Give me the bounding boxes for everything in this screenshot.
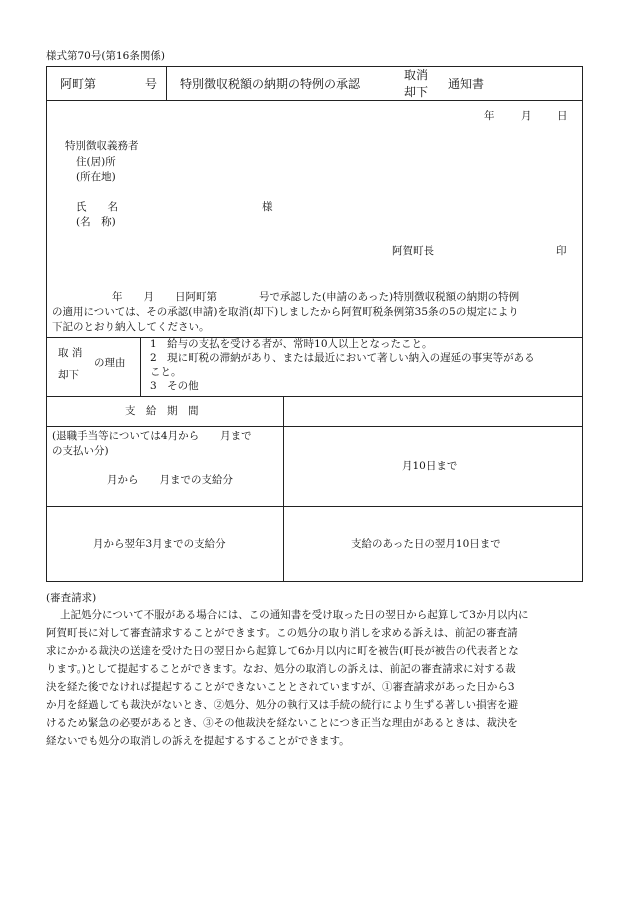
option-reject: 却下 [404,85,429,99]
review-heading: (審査請求) [46,592,97,604]
reason-item-2-line-1: 2 現に町税の滞納があり、または最近において著しい納入の遅延の事実等がある [150,352,535,364]
honorific: 様 [262,201,273,213]
reason-item-3: 3 その他 [150,380,199,392]
reason-item-2-line-2: こと。 [150,366,182,378]
review-line-7: けるため緊急の必要があるとき、③その他裁決を経ないことにつき正当な理由があるときは、裁決を [46,717,518,729]
obligor-heading: 特別徴収義務者 [65,140,139,152]
row2-period: 月から翌年3月までの支給分 [93,538,226,550]
review-line-6: か月を経過しても裁決がないとき、②処分、処分の執行又は手続の続行により生ずる著しい損害を避 [46,699,519,711]
date-year: 年 [484,110,495,122]
row1-note-line-2: の支払い分) [52,445,109,457]
issuer-name: 阿賀町長 [392,245,434,257]
table-top-divider [46,396,583,397]
review-line-5: 決を経た後でなければ提起することができないこととされていますが、①審査請求があった日から3 [46,681,515,693]
body-line-1: 年 月 日阿町第 号で承認した(申請のあった)特別徴収税額の納期の特例 [112,291,520,303]
review-line-1: 上記処分について不服がある場合には、この通知書を受け取った日の翌日から起算して3か月以内に [60,609,529,621]
table-header-divider [46,426,583,427]
header-divider [46,100,583,101]
header-column-divider [166,66,167,100]
date-month: 月 [521,110,532,122]
form-label: 様式第70号(第16条関係) [46,50,165,62]
reason-label-cancel: 取 消 [58,347,83,359]
seal-mark: 印 [556,245,567,257]
row1-deadline: 月10日まで [402,460,458,472]
table-col1-header: 支 給 期 間 [125,405,199,417]
location-label: (所在地) [76,171,116,183]
option-cancel: 取消 [404,68,429,82]
date-day: 日 [557,110,568,122]
name-label: 氏 名 [76,201,118,213]
review-line-3: 求にかかる裁決の送達を受けた日の翌日から起算して6か月以内に町を被告(町長が被告の代表者とな [46,645,519,657]
reason-label-suffix: の理由 [94,357,126,369]
row1-note-line-1: (退職手当等については4月から 月まで [52,430,252,442]
reason-label-reject: 却下 [58,369,79,381]
notice-number-label: 阿町第 [60,77,97,91]
notice-number-suffix: 号 [145,77,158,91]
review-line-8: 経ないでも処分の取消しの訴えを提起するすることができます。 [46,735,350,747]
table-column-divider [283,396,284,582]
reason-item-1: 1 給与の支払を受ける者が、常時10人以上となったこと。 [150,338,433,350]
review-line-2: 阿賀町長に対して審査請求することができます。この処分の取り消しを求める訴えは、前記の審査請 [46,627,518,639]
row1-period: 月から 月までの支給分 [107,474,233,486]
notice-title-suffix: 通知書 [448,77,485,91]
body-line-2: の適用については、その承認(申請)を取消(却下)しましたから阿賀町税条例第35条の5の規定により [52,306,519,318]
notice-title: 特別徴収税額の納期の特例の承認 [180,77,361,91]
address-label: 住(居)所 [76,156,116,168]
reason-column-divider [140,337,141,396]
table-row-divider [46,506,583,507]
name-label-alt: (名 称) [76,216,116,228]
row2-deadline: 支給のあった日の翌月10日まで [351,538,501,550]
review-line-4: ります。)として提起することができます。なお、処分の取消しの訴えは、前記の審査請求に対する裁 [46,663,516,675]
body-line-3: 下記のとおり納入してください。 [52,321,210,333]
